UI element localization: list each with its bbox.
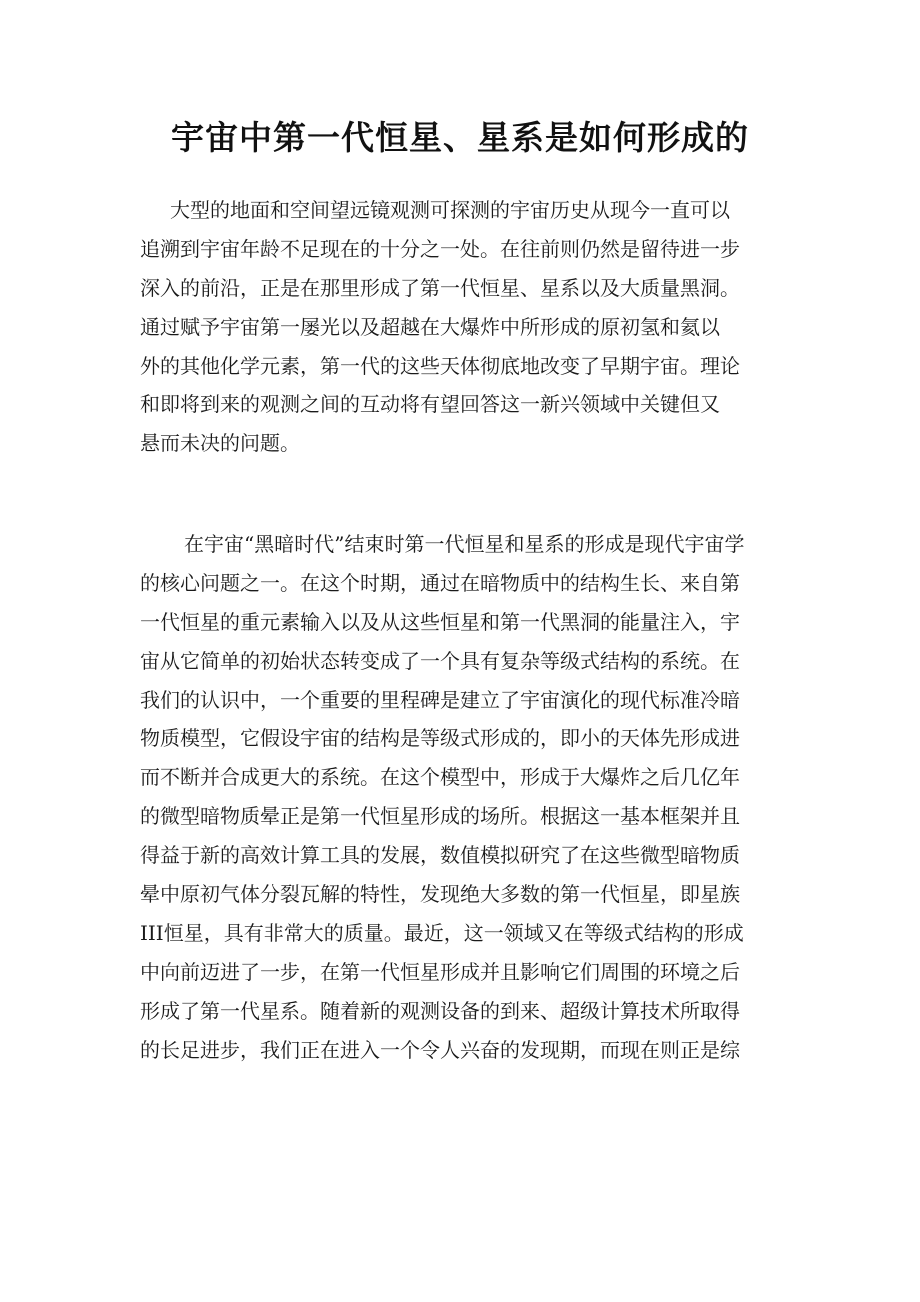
document-title: 宇宙中第一代恒星、星系是如何形成的 [171,118,749,157]
paragraph-line: 的长足进步，我们正在进入一个令人兴奋的发现期，而现在则正是综 [140,1037,740,1062]
paragraph-line: 通过赋予宇宙第一屡光以及超越在大爆炸中所形成的原初氢和氦以 [140,314,720,339]
paragraph-line: 追溯到宇宙年龄不足现在的十分之一处。在往前则仍然是留待进一步 [140,236,740,261]
paragraph-line: 形成了第一代星系。随着新的观测设备的到来、超级计算技术所取得 [140,998,740,1023]
paragraph-line: 晕中原初气体分裂瓦解的特性，发现绝大多数的第一代恒星，即星族 [140,882,740,907]
paragraph-line: 的微型暗物质晕正是第一代恒星形成的场所。根据这一基本框架并且 [140,804,740,829]
paragraph-line: 在宇宙“黑暗时代”结束时第一代恒星和星系的形成是现代宇宙学 [184,532,745,556]
paragraph-line: 物质模型，它假设宇宙的结构是等级式形成的，即小的天体先形成进 [140,726,740,751]
paragraph-line: 大型的地面和空间望远镜观测可探测的宇宙历史从现今一直可以 [170,198,730,222]
paragraph-line: 一代恒星的重元素输入以及从这些恒星和第一代黑洞的能量注入，宇 [140,609,740,634]
paragraph-line: 的核心问题之一。在这个时期，通过在暗物质中的结构生长、来自第 [140,570,740,595]
paragraph-line: 悬而未决的问题。 [140,431,300,456]
paragraph-1 [140,191,780,463]
paragraph-line: 深入的前沿，正是在那里形成了第一代恒星、星系以及大质量黑洞。 [140,275,740,300]
paragraph-line: 得益于新的高效计算工具的发展，数值模拟研究了在这些微型暗物质 [140,843,740,868]
paragraph-line: 而不断并合成更大的系统。在这个模型中，形成于大爆炸之后几亿年 [140,765,740,790]
paragraph-line: 外的其他化学元素，第一代的这些天体彻底地改变了早期宇宙。理论 [140,353,740,378]
paragraph-line: 中向前迈进了一步，在第一代恒星形成并且影响它们周围的环境之后 [140,959,740,984]
paragraph-line: III恒星，具有非常大的质量。最近，这一领域又在等级式结构的形成 [140,920,744,945]
paragraph-line: 宙从它简单的初始状态转变成了一个具有复杂等级式结构的系统。在 [140,648,740,673]
paragraph-line: 我们的认识中，一个重要的里程碑是建立了宇宙演化的现代标准冷暗 [140,687,740,712]
paragraph-2 [140,525,780,1069]
paragraph-line: 和即将到来的观测之间的互动将有望回答这一新兴领域中关键但又 [140,392,720,417]
